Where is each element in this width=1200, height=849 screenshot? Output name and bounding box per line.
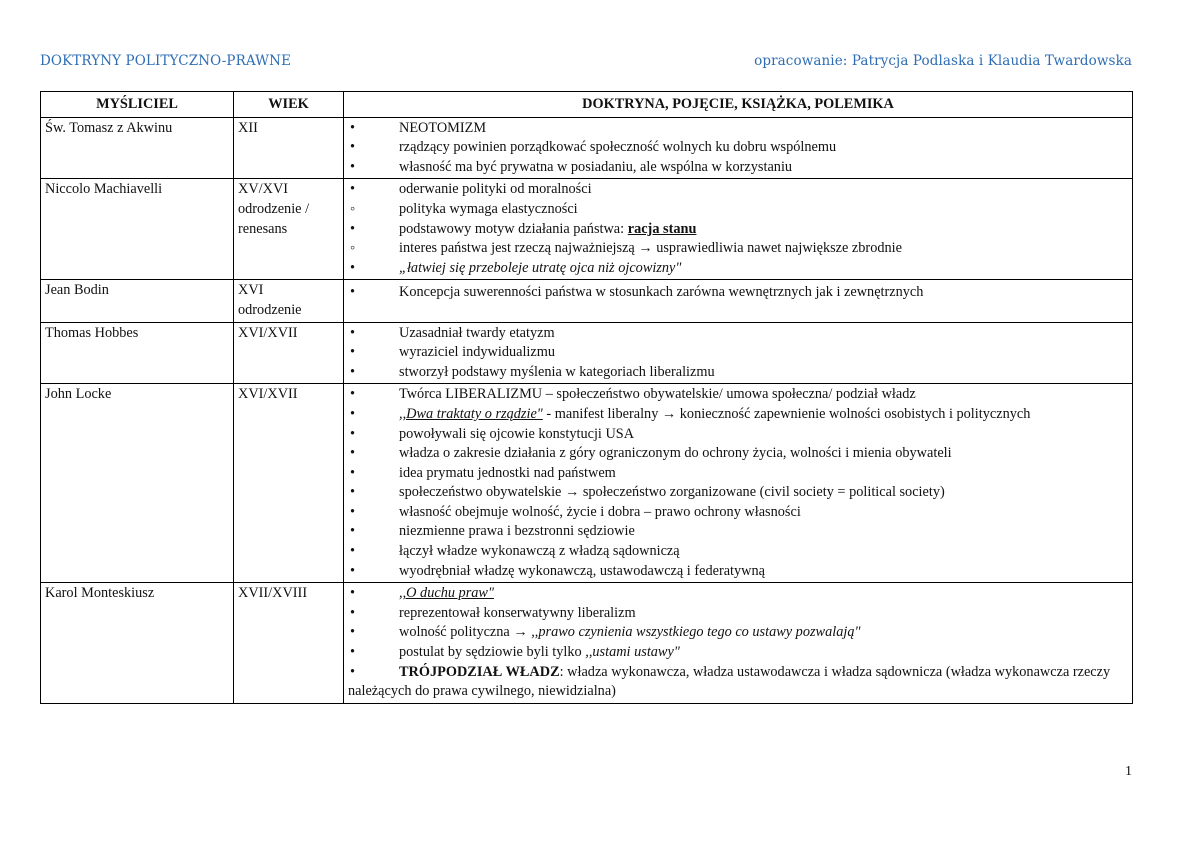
century-cell: XVI/XVII [234, 384, 344, 583]
century-cell: XV/XVI odrodzenie / renesans [234, 179, 344, 280]
column-header-doctrine: DOKTRYNA, POJĘCIE, KSIĄŻKA, POLEMIKA [344, 92, 1133, 118]
list-item: • rządzący powinien porządkować społeczność wolnych ku dobru wspólnemu [350, 139, 837, 156]
table-row [41, 179, 1133, 280]
doctrine-cell [344, 117, 1133, 179]
list-item: • Twórca LIBERALIZMU – społeczeństwo obywatelskie/ umowa społeczna/ podział władz [350, 386, 916, 403]
list-item: • wyraziciel indywidualizmu [350, 344, 556, 361]
list-item: • Uzasadniał twardy etatyzm [350, 324, 555, 341]
column-header-century: WIEK [234, 92, 344, 118]
table-row [41, 384, 1133, 583]
doctrine-cell [344, 583, 1133, 704]
list-item: • postulat by sędziowie byli tylko ,,ustami ustawy" [350, 644, 680, 661]
thinker-cell: Thomas Hobbes [41, 322, 234, 384]
list-item: • własność ma być prywatna w posiadaniu, ale wspólna w korzystaniu [350, 158, 793, 175]
list-item: • Koncepcja suwerenności państwa w stosunkach zarówna wewnętrznych jak i zewnętrznych [350, 284, 924, 301]
table-row [41, 117, 1133, 179]
list-item: • podstawowy motyw działania państwa: racja stanu [350, 220, 697, 237]
thinker-cell: Św. Tomasz z Akwinu [41, 117, 234, 179]
list-item: • władza o zakresie działania z góry ograniczonym do ochrony życia, wolności i mienia obywateli [350, 445, 952, 462]
list-item: • społeczeństwo obywatelskie → społeczeństwo zorganizowane (civil society = political society) [350, 484, 945, 501]
list-item: • oderwanie polityki od moralności [350, 181, 592, 198]
book-title: ,,O duchu praw" [399, 585, 494, 602]
doctrine-cell [344, 280, 1133, 322]
thinker-cell: John Locke [41, 384, 234, 583]
document-authors: opracowanie: Patrycja Podlaska i Klaudia Twardowska [754, 53, 1132, 69]
doctrine-cell [344, 384, 1133, 583]
thinker-cell: Niccolo Machiavelli [41, 179, 234, 280]
century-cell: XVI/XVII [234, 322, 344, 384]
list-item: • TRÓJPODZIAŁ WŁADZ: władza wykonawcza, władza ustawodawcza i władza sądownicza (władza wykonawcza rzeczy należących do prawa cywilnego, niewidzialna) [348, 663, 1111, 700]
thinker-cell: Karol Monteskiusz [41, 583, 234, 704]
list-item: • reprezentował konserwatywny liberalizm [350, 604, 636, 621]
list-item: • powoływali się ojcowie konstytucji USA [350, 425, 635, 442]
page-number: 1 [1125, 764, 1132, 779]
table-header-row [41, 92, 1133, 118]
book-title: ,,Dwa traktaty o rządzie" [399, 405, 543, 422]
table-row [41, 280, 1133, 322]
list-item: • własność obejmuje wolność, życie i dobra – prawo ochrony własności [350, 503, 801, 520]
century-cell: XII [234, 117, 344, 179]
doctrines-table [40, 91, 1133, 704]
table-row [41, 583, 1133, 704]
column-header-thinker: MYŚLICIEL [41, 92, 234, 118]
document-title: DOKTRYNY POLITYCZNO-PRAWNE [40, 53, 292, 69]
century-cell: XVI odrodzenie [234, 280, 344, 322]
list-item: ◦ interes państwa jest rzeczą najważniejszą → usprawiedliwia nawet największe zbrodnie [350, 240, 902, 257]
reason-of-state-term: racja stanu [627, 220, 697, 237]
doctrine-cell [344, 179, 1133, 280]
list-item: ◦ polityka wymaga elastyczności [350, 200, 578, 217]
table-row [41, 322, 1133, 384]
list-item: • ,,Dwa traktaty o rządzie" - manifest liberalny → konieczność zapewnienie wolności osobistych i politycznych [350, 405, 1031, 422]
list-item: • niezmienne prawa i bezstronni sędziowie [350, 523, 635, 540]
century-cell: XVII/XVIII [234, 583, 344, 704]
list-item: • „łatwiej się przeboleje utratę ojca niż ojcowizny" [350, 259, 682, 276]
list-item: • idea prymatu jednostki nad państwem [350, 464, 616, 481]
thinker-cell: Jean Bodin [41, 280, 234, 322]
list-item: • NEOTOMIZM [350, 119, 487, 136]
list-item: • stworzył podstawy myślenia w kategoriach liberalizmu [350, 363, 715, 380]
list-item: • łączył władze wykonawczą z władzą sądowniczą [350, 543, 680, 560]
list-item: • wyodrębniał władzę wykonawczą, ustawodawczą i federatywną [350, 562, 765, 579]
doctrine-cell [344, 322, 1133, 384]
list-item: • wolność polityczna → ,,prawo czynienia wszystkiego tego co ustawy pozwalają" [350, 624, 861, 641]
list-item: • ,,O duchu praw" [350, 585, 494, 602]
